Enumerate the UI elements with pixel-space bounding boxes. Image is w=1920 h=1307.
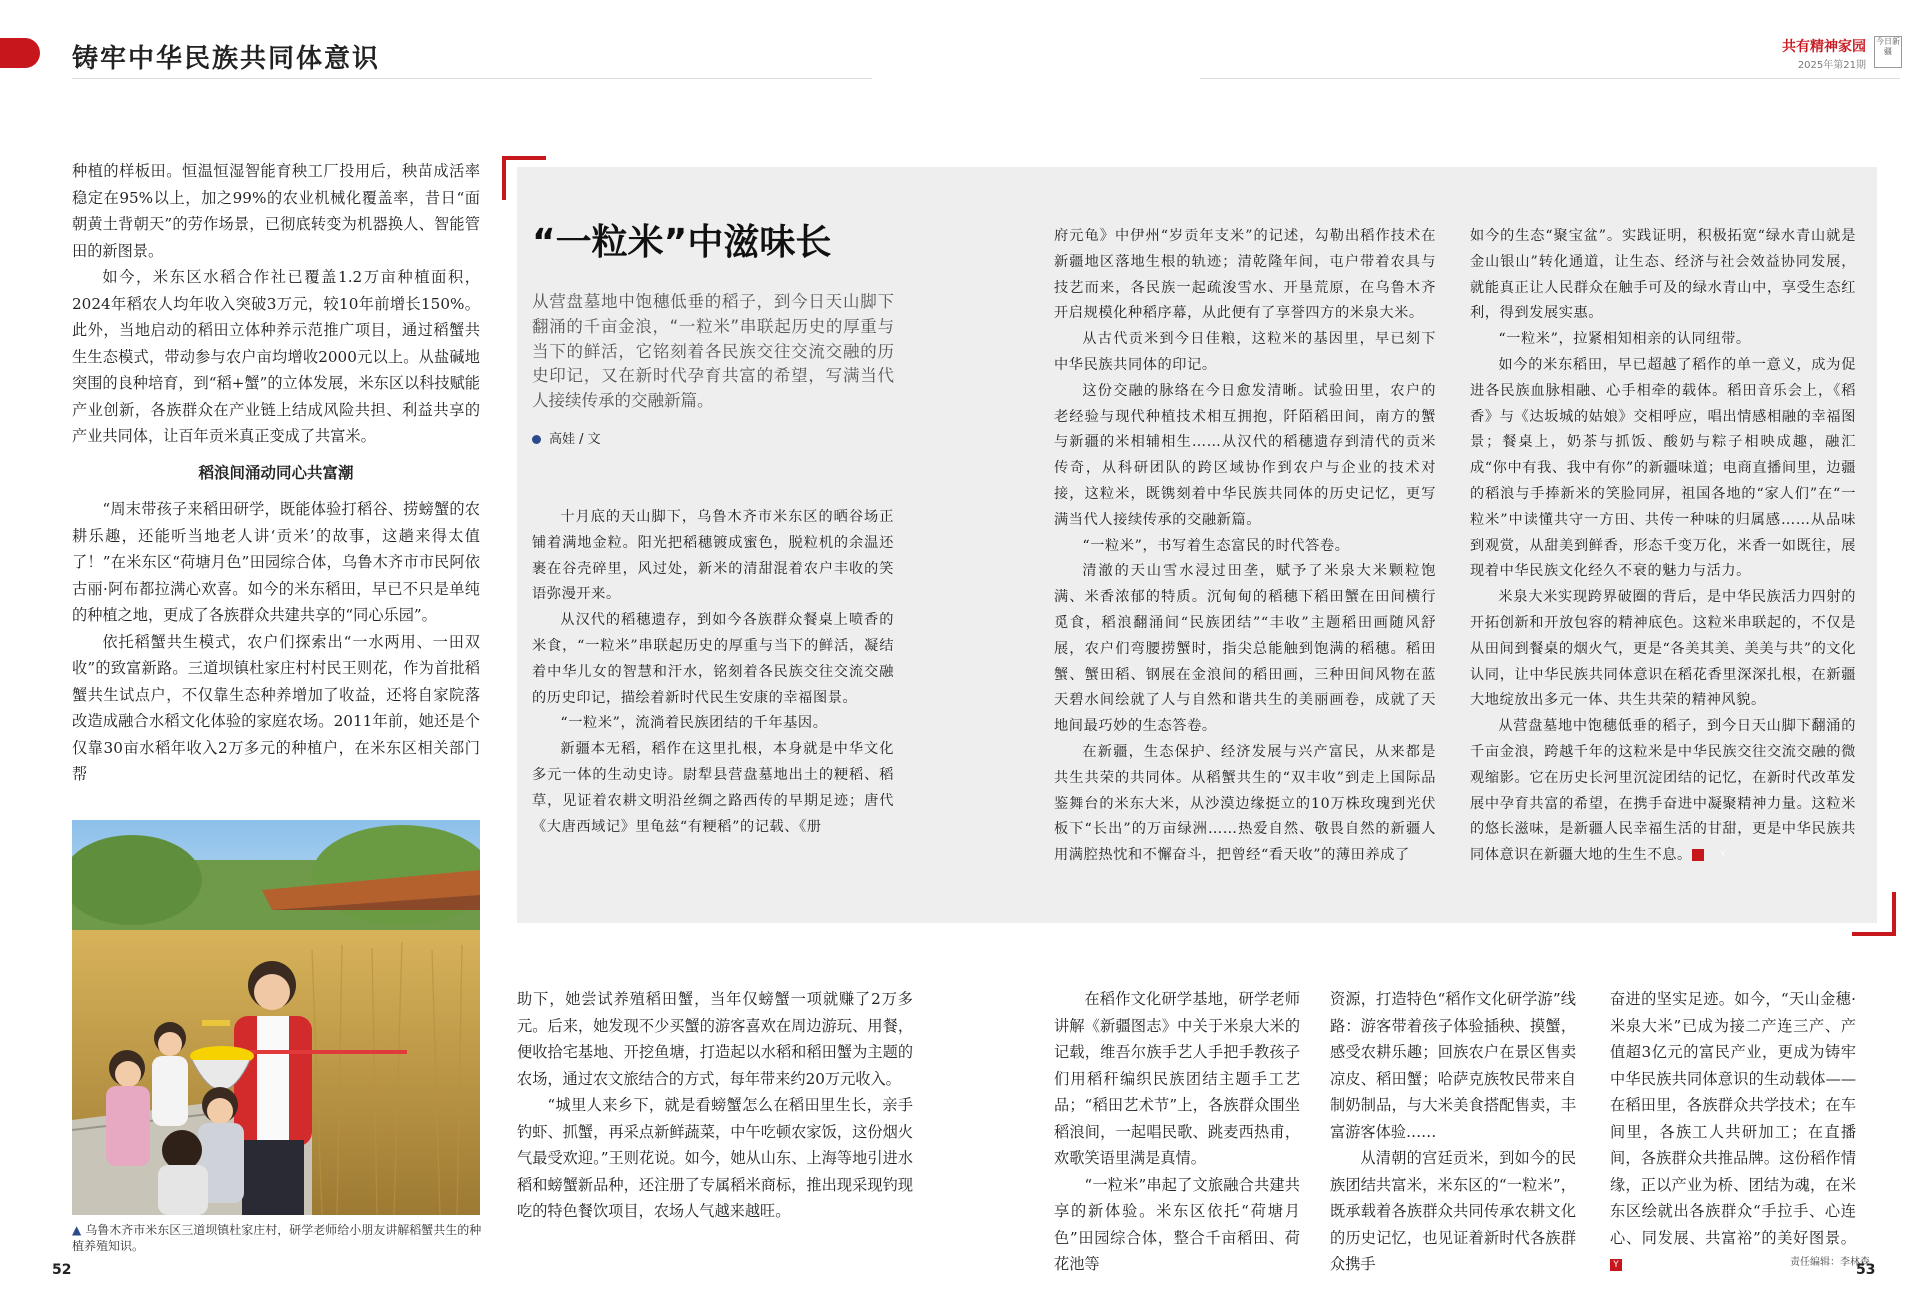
feature-column-2 — [1054, 224, 1436, 869]
byline-author: 高娃 — [549, 432, 576, 447]
paragraph: 依托稻蟹共生模式，农户们探索出“一水两用、一田双收”的致富新路。三道坝镇杜家庄村村民王则花，作为首批稻蟹共生试点户，不仅靠生态种养增加了收益，还将自家院落改造成融合水稻文化体验的家庭农场。2011年前，她还是个仅靠30亩水稻年收入2万多元的种植户，在米东区相关部门帮 — [72, 632, 480, 783]
paragraph: 米泉大米实现跨界破圈的背后，是中华民族活力四射的开拓创新和开放包容的精神底色。这粒米串联起的，不仅是从田间到餐桌的烟火气，更是“各美其美、美美与共”的文化认同，让中华民族共同体意识在稻花香里深深扎根，在新疆大地绽放出多元一体、共生共荣的精神风貌。 — [1470, 589, 1856, 709]
section-title: 铸牢中华民族共同体意识 — [72, 44, 381, 74]
header-red-tab — [0, 38, 40, 68]
right-column-1 — [1054, 986, 1300, 1278]
magazine-brand — [1782, 36, 1866, 71]
paragraph: 新疆本无稻，稻作在这里扎根，本身就是中华文化多元一体的生动史诗。尉犁县营盘墓地出土的粳稻、稻草，见证着农耕文明沿丝绸之路西传的早期足迹；唐代《大唐西域记》里龟兹“有粳稻”的记载、《册 — [532, 741, 894, 835]
byline-suffix: / 文 — [579, 432, 601, 447]
paragraph: “城里人来乡下，就是看螃蟹怎么在稻田里生长，亲手钓虾、抓蟹，再采点新鲜蔬菜，中午吃顿农家饭，这份烟火气最受欢迎。”王则花说。如今，她从山东、上海等地引进水稻和螃蟹新品种，还注册了专属稻米商标，推出现采现钓现吃的特色餐饮项目，农场人气越来越旺。 — [517, 1096, 913, 1220]
caption-text: 乌鲁木齐市米东区三道坝镇杜家庄村，研学老师给小朋友讲解稻蟹共生的种植养殖知识。 — [72, 1223, 482, 1253]
paragraph: 府元龟》中伊州“岁贡年支米”的记述，勾勒出稻作技术在新疆地区落地生根的轨迹；清乾隆年间，屯户带着农具与技艺而来，各民族一起疏浚雪水、开垦荒原，在乌鲁木齐开启规模化种稻序幕，从此便有了享誉四方的米泉大米。 — [1054, 228, 1436, 322]
corner-bracket-bottom-right — [1852, 892, 1896, 936]
feature-title: “一粒米”中滋味长 — [532, 222, 832, 263]
byline — [532, 428, 601, 447]
photo-caption — [72, 1222, 482, 1254]
paragraph: 十月底的天山脚下，乌鲁木齐市米东区的晒谷场正铺着满地金粒。阳光把稻穗镀成蜜色，脱粒机的余温还裹在谷壳碎里，风过处，新米的清甜混着农户丰收的笑语弥漫开来。 — [532, 509, 894, 603]
paragraph: “周末带孩子来稻田研学，既能体验打稻谷、捞螃蟹的农耕乐趣，还能听当地老人讲‘贡米’的故事，这趟来得太值了！”在米东区“荷塘月色”田园综合体，乌鲁木齐市市民阿依古丽·阿布都拉满心欢喜。如今的米东稻田，早已不只是单纯的种植之地，更成了各族群众共建共享的“同心乐园”。 — [72, 500, 480, 624]
paragraph: 如今，米东区水稻合作社已覆盖1.2万亩种植面积，2024年稻农人均年收入突破3万元，较10年前增长150%。此外，当地启动的稻田立体种养示范推广项目，通过稻蟹共生生态模式，带动参与农户亩均增收2000元以上。从盐碱地突围的良种培育，到“稻+蟹”的立体发展，米东区以科技赋能产业创新，各族群众在产业链上结成风险共担、利益共享的产业共同体，让百年贡米真正变成了共富米。 — [72, 268, 480, 445]
paragraph — [1610, 986, 1856, 1278]
corner-bracket-top-left — [502, 156, 546, 200]
paragraph: 从清朝的宫廷贡米，到如今的民族团结共富米，米东区的“一粒米”，既承载着各族群众共同传承农耕文化的历史记忆，也见证着新时代各族群众携手 — [1330, 1149, 1576, 1273]
feature-column-1 — [532, 505, 894, 840]
brand-name: 共有精神家园 — [1782, 39, 1866, 55]
paragraph — [1470, 714, 1856, 869]
paragraph: 种植的样板田。恒温恒湿智能育秧工厂投用后，秧苗成活率稳定在95%以上，加之99%的农业机械化覆盖率，昔日“面朝黄土背朝天”的劳作场景，已彻底转变为机器换人、智能管田的新图景。 — [72, 162, 480, 260]
field-study-photo — [72, 820, 480, 1215]
paragraph: 如今的生态“聚宝盆”。实践证明，积极拓宽“绿水青山就是金山银山”转化通道，让生态、经济与社会效益协同发展，就能真正让人民群众在触手可及的绿水青山中，享受生态红利，得到发展实惠。 — [1470, 228, 1856, 322]
caption-triangle-icon: ▲ — [72, 1223, 82, 1237]
paragraph: “一粒米”，流淌着民族团结的千年基因。 — [560, 715, 828, 732]
right-column-2 — [1330, 986, 1576, 1278]
paragraph: 在新疆，生态保护、经济发展与兴产富民，从来都是共生共荣的共同体。从稻蟹共生的“双丰收”到走上国际品鉴舞台的米东大米，从沙漠边缘挺立的10万株玫瑰到光伏板下“长出”的万亩绿洲……热爱自然、敬畏自然的新疆人用满腔热忱和不懈奋斗，把曾经“看天收”的薄田养成了 — [1054, 743, 1436, 864]
paragraph-text: 奋进的坚实足迹。如今，“天山金穗·米泉大米”已成为接二产连三产、产值超3亿元的富民产业，更成为铸牢中华民族共同体意识的生动载体——在稻田里，各族群众共学技术；在车间里，各族工人共研加工；在直播间，各族群众共推品牌。这份稻作情缘，正以产业为桥、团结为魂，在米东区绘就出各族群众“手拉手、心连心、同发展、共富裕”的美好图景。 — [1610, 990, 1856, 1247]
issue-number: 2025年第21期 — [1797, 60, 1866, 71]
left-column-1 — [72, 158, 480, 788]
end-mark-icon: Y — [1610, 1259, 1622, 1271]
paragraph-text: 从营盘墓地中饱穗低垂的稻子，到今日天山脚下翻涌的千亩金浪，跨越千年的这粒米是中华民族交往交流交融的微观缩影。它在历史长河里沉淀团结的记忆，在新时代改革发展中孕育共富的希望，在携手奋进中凝聚精神力量。这粒米的悠长滋味，是新疆人民幸福生活的甘甜，更是中华民族共同体意识在新疆大地的生生不息。 — [1470, 718, 1856, 864]
magazine-logo-box: 今日新疆 — [1874, 36, 1902, 68]
paragraph: “一粒米”，书写着生态富民的时代答卷。 — [1082, 537, 1350, 554]
responsible-editor: 责任编辑：李林森 — [1790, 1257, 1870, 1268]
paragraph: “一粒米”串起了文旅融合共建共享的新体验。米东区依托“荷塘月色”田园综合体，整合千亩稻田、荷花池等 — [1054, 1175, 1300, 1273]
paragraph: “一粒米”，拉紧相知相亲的认同纽带。 — [1498, 331, 1751, 348]
header-divider — [72, 78, 872, 79]
paragraph: 从古代贡米到今日佳粮，这粒米的基因里，早已刻下中华民族共同体的印记。 — [1054, 331, 1436, 373]
paragraph: 助下，她尝试养殖稻田蟹，当年仅螃蟹一项就赚了2万多元。后来，她发现不少买蟹的游客喜欢在周边游玩、用餐，便收拾宅基地、开挖鱼塘，打造起以水稻和稻田蟹为主题的农场，通过农文旅结合的方式，每年带来约20万元收入。 — [517, 990, 913, 1088]
left-column-2 — [517, 986, 913, 1225]
end-mark-icon: Y — [1692, 849, 1704, 861]
paragraph: 在稻作文化研学基地，研学老师讲解《新疆图志》中关于米泉大米的记载，维吾尔族手艺人手把手教孩子们用稻秆编织民族团结主题手工艺品；“稻田艺术节”上，各族群众围坐稻浪间，一起唱民歌、跳麦西热甫，欢歌笑语里满是真情。 — [1054, 990, 1300, 1167]
paragraph: 资源，打造特色“稻作文化研学游”线路：游客带着孩子体验插秧、摸蟹，感受农耕乐趣；回族农户在景区售卖凉皮、稻田蟹；哈萨克族牧民带来自制奶制品，与大米美食搭配售卖，丰富游客体验…… — [1330, 990, 1576, 1141]
byline-dot-icon — [532, 435, 541, 444]
paragraph: 如今的米东稻田，早已超越了稻作的单一意义，成为促进各民族血脉相融、心手相牵的载体。稻田音乐会上，《稻香》与《达坂城的姑娘》交相呼应，唱出情感相融的幸福图景；餐桌上，奶茶与抓饭、酸奶与粽子相映成趣，融汇成“你中有我、我中有你”的新疆味道；电商直播间里，边疆的稻浪与手捧新米的笑脸同屏，祖国各地的“家人们”在“一粒米”中读懂共守一方田、共传一种味的归属感……从品味到观赏，从甜美到鲜香，形态千变万化，米香一如既往，展现着中华民族文化经久不衰的魅力与活力。 — [1470, 356, 1856, 580]
right-column-3 — [1610, 986, 1856, 1278]
paragraph: 从汉代的稻穗遗存，到如今各族群众餐桌上喷香的米食，“一粒米”串联起历史的厚重与当下的鲜活，凝结着中华儿女的智慧和汗水，铭刻着各民族交往交流交融的历史印记，描绘着新时代民生安康的幸福图景。 — [532, 612, 894, 706]
header-divider-right — [1200, 78, 1900, 79]
feature-column-3 — [1470, 224, 1856, 869]
page-number-right: 53 — [1856, 1262, 1876, 1278]
page-number-left: 52 — [52, 1262, 72, 1278]
photo-illustration — [72, 820, 480, 1215]
paragraph: 这份交融的脉络在今日愈发清晰。试验田里，农户的老经验与现代种植技术相互拥抱，阡陌稻田间，南方的蟹与新疆的米相辅相生……从汉代的稻穗遗存到清代的贡米传奇，从科研团队的跨区域协作到农户与企业的技术对接，这粒米，既镌刻着中华民族共同体的历史记忆，更写满当代人接续传承的交融新篇。 — [1054, 382, 1436, 528]
paragraph: 清澈的天山雪水浸过田垄，赋予了米泉大米颗粒饱满、米香浓郁的特质。沉甸甸的稻穗下稻田蟹在田间横行觅食，稻浪翻涌间“民族团结”“丰收”主题稻田画随风舒展，农户们弯腰捞蟹时，指尖总能触到饱满的稻穗。稻田蟹、蟹田稻、钢展在金浪间的稻田画，三种田间风物在蓝天碧水间绘就了人与自然和谐共生的美丽画卷，成就了天地间最巧妙的生态答卷。 — [1054, 563, 1436, 735]
subheading: 稻浪间涌动同心共富潮 — [198, 463, 354, 482]
feature-lead: 从营盘墓地中饱穗低垂的稻子，到今日天山脚下翻涌的千亩金浪，“一粒米”串联起历史的厚重与当下的鲜活，它铭刻着各民族交往交流交融的历史印记，又在新时代孕育共富的希望，写满当代人接续传承的交融新篇。 — [532, 292, 894, 411]
